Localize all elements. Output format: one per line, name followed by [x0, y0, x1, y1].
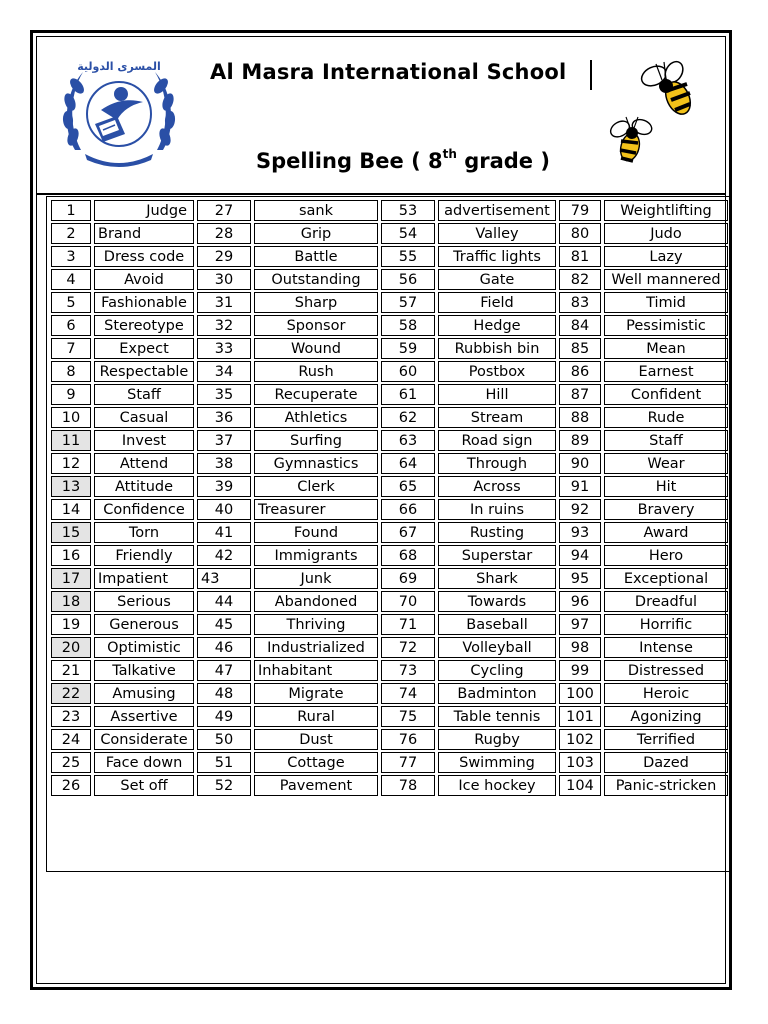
word-number: 46: [197, 637, 251, 658]
spelling-word: Migrate: [254, 683, 378, 704]
table-row: [51, 246, 728, 267]
word-number: 12: [51, 453, 91, 474]
word-number: 96: [559, 591, 601, 612]
spelling-word: Dust: [254, 729, 378, 750]
spelling-word: Rugby: [438, 729, 556, 750]
word-number: 74: [381, 683, 435, 704]
spelling-word: Avoid: [94, 269, 194, 290]
word-number: 63: [381, 430, 435, 451]
word-number: 14: [51, 499, 91, 520]
word-number: 21: [51, 660, 91, 681]
word-number: 22: [51, 683, 91, 704]
table-row: [51, 637, 728, 658]
word-number: 24: [51, 729, 91, 750]
word-number: 50: [197, 729, 251, 750]
word-number: 39: [197, 476, 251, 497]
spelling-word: Field: [438, 292, 556, 313]
spelling-word: Found: [254, 522, 378, 543]
title-suffix: grade ): [456, 149, 550, 173]
word-number: 33: [197, 338, 251, 359]
word-number: 66: [381, 499, 435, 520]
table-row: [51, 591, 728, 612]
table-row: [51, 407, 728, 428]
spelling-word: Staff: [94, 384, 194, 405]
word-number: 73: [381, 660, 435, 681]
word-number: 19: [51, 614, 91, 635]
spelling-word: Grip: [254, 223, 378, 244]
spelling-word: Wound: [254, 338, 378, 359]
word-number: 35: [197, 384, 251, 405]
spelling-word: Athletics: [254, 407, 378, 428]
spelling-word: Towards: [438, 591, 556, 612]
word-number: 26: [51, 775, 91, 796]
spelling-word: Talkative: [94, 660, 194, 681]
spelling-word: Lazy: [604, 246, 728, 267]
spelling-word: Horrific: [604, 614, 728, 635]
word-number: 42: [197, 545, 251, 566]
word-number: 84: [559, 315, 601, 336]
spelling-word: Junk: [254, 568, 378, 589]
spelling-word: Attend: [94, 453, 194, 474]
spelling-word: Baseball: [438, 614, 556, 635]
spelling-word: Stereotype: [94, 315, 194, 336]
word-number: 91: [559, 476, 601, 497]
word-number: 55: [381, 246, 435, 267]
spelling-word: Assertive: [94, 706, 194, 727]
spelling-word: Stream: [438, 407, 556, 428]
word-number: 8: [51, 361, 91, 382]
word-number: 92: [559, 499, 601, 520]
word-number: 23: [51, 706, 91, 727]
word-number: 85: [559, 338, 601, 359]
word-number: 69: [381, 568, 435, 589]
word-number: 29: [197, 246, 251, 267]
spelling-word: Respectable: [94, 361, 194, 382]
word-number: 48: [197, 683, 251, 704]
word-number: 70: [381, 591, 435, 612]
word-number: 38: [197, 453, 251, 474]
word-number: 62: [381, 407, 435, 428]
table-row: [51, 453, 728, 474]
spelling-word: Volleyball: [438, 637, 556, 658]
word-number: 60: [381, 361, 435, 382]
spelling-word: Inhabitant: [254, 660, 378, 681]
spelling-word: Well mannered: [604, 269, 728, 290]
word-number: 54: [381, 223, 435, 244]
spelling-word: Rural: [254, 706, 378, 727]
word-number: 44: [197, 591, 251, 612]
spelling-word: Judge: [94, 200, 194, 221]
spelling-word: Surfing: [254, 430, 378, 451]
spelling-word: Treasurer: [254, 499, 378, 520]
word-number: 67: [381, 522, 435, 543]
word-number: 17: [51, 568, 91, 589]
word-number: 104: [559, 775, 601, 796]
table-row: [51, 614, 728, 635]
table-row: [51, 568, 728, 589]
table-row: [51, 683, 728, 704]
spelling-word: Confidence: [94, 499, 194, 520]
word-number: 25: [51, 752, 91, 773]
spelling-word: Bravery: [604, 499, 728, 520]
word-number: 30: [197, 269, 251, 290]
spelling-word: Panic-stricken: [604, 775, 728, 796]
word-number: 101: [559, 706, 601, 727]
word-number: 68: [381, 545, 435, 566]
spelling-word: Amusing: [94, 683, 194, 704]
word-number: 7: [51, 338, 91, 359]
spelling-word: Friendly: [94, 545, 194, 566]
spelling-word: Traffic lights: [438, 246, 556, 267]
word-number: 78: [381, 775, 435, 796]
word-number: 100: [559, 683, 601, 704]
spelling-word: Thriving: [254, 614, 378, 635]
spelling-word: Pessimistic: [604, 315, 728, 336]
word-number: 95: [559, 568, 601, 589]
spelling-word: Recuperate: [254, 384, 378, 405]
spelling-word: Sharp: [254, 292, 378, 313]
word-number: 5: [51, 292, 91, 313]
spelling-word: Dress code: [94, 246, 194, 267]
word-number: 75: [381, 706, 435, 727]
spelling-word: Swimming: [438, 752, 556, 773]
table-row: [51, 499, 728, 520]
word-number: 34: [197, 361, 251, 382]
word-number: 10: [51, 407, 91, 428]
word-number: 11: [51, 430, 91, 451]
spelling-word: Superstar: [438, 545, 556, 566]
table-row: [51, 660, 728, 681]
table-row: [51, 430, 728, 451]
word-number: 37: [197, 430, 251, 451]
spelling-word: Confident: [604, 384, 728, 405]
word-number: 45: [197, 614, 251, 635]
word-number: 82: [559, 269, 601, 290]
spelling-word: Generous: [94, 614, 194, 635]
spelling-word: sank: [254, 200, 378, 221]
word-number: 20: [51, 637, 91, 658]
word-number: 32: [197, 315, 251, 336]
word-number: 80: [559, 223, 601, 244]
logo-text: المسرى الدولية: [77, 60, 161, 73]
spelling-word: Award: [604, 522, 728, 543]
spelling-word: Terrified: [604, 729, 728, 750]
table-row: [51, 775, 728, 796]
text-cursor: [590, 60, 592, 90]
word-number: 41: [197, 522, 251, 543]
title-superscript: th: [442, 147, 457, 161]
word-number: 36: [197, 407, 251, 428]
spelling-word: Rush: [254, 361, 378, 382]
word-number: 98: [559, 637, 601, 658]
word-number: 79: [559, 200, 601, 221]
table-row: [51, 361, 728, 382]
spelling-word: Dreadful: [604, 591, 728, 612]
word-number: 94: [559, 545, 601, 566]
word-number: 4: [51, 269, 91, 290]
spelling-word: Rubbish bin: [438, 338, 556, 359]
school-logo: [55, 50, 183, 172]
word-number: 97: [559, 614, 601, 635]
table-row: [51, 315, 728, 336]
word-number: 16: [51, 545, 91, 566]
word-number: 76: [381, 729, 435, 750]
word-number: 65: [381, 476, 435, 497]
word-number: 99: [559, 660, 601, 681]
bee-icon-small: [608, 115, 656, 167]
word-number: 49: [197, 706, 251, 727]
spelling-word: Heroic: [604, 683, 728, 704]
word-number: 58: [381, 315, 435, 336]
word-number: 40: [197, 499, 251, 520]
spelling-word: Invest: [94, 430, 194, 451]
word-number: 89: [559, 430, 601, 451]
word-number: 1: [51, 200, 91, 221]
spelling-word: Hedge: [438, 315, 556, 336]
spelling-word: Distressed: [604, 660, 728, 681]
word-number: 86: [559, 361, 601, 382]
spelling-word: Attitude: [94, 476, 194, 497]
spelling-word: Mean: [604, 338, 728, 359]
spelling-word: Exceptional: [604, 568, 728, 589]
title-prefix: Spelling Bee ( 8: [256, 149, 443, 173]
spelling-word: Wear: [604, 453, 728, 474]
word-number: 57: [381, 292, 435, 313]
spelling-word: Optimistic: [94, 637, 194, 658]
word-number: 6: [51, 315, 91, 336]
spelling-word-table: [48, 198, 731, 798]
spelling-word: Postbox: [438, 361, 556, 382]
word-number: 103: [559, 752, 601, 773]
word-number: 71: [381, 614, 435, 635]
spelling-word: Immigrants: [254, 545, 378, 566]
spelling-word: Timid: [604, 292, 728, 313]
spelling-word: In ruins: [438, 499, 556, 520]
word-number: 72: [381, 637, 435, 658]
spelling-word: Face down: [94, 752, 194, 773]
spelling-word: Judo: [604, 223, 728, 244]
table-row: [51, 706, 728, 727]
spelling-word: Table tennis: [438, 706, 556, 727]
spelling-word: Set off: [94, 775, 194, 796]
word-number: 52: [197, 775, 251, 796]
spelling-word: Through: [438, 453, 556, 474]
spelling-word: Rude: [604, 407, 728, 428]
word-number: 31: [197, 292, 251, 313]
spelling-word: Expect: [94, 338, 194, 359]
spelling-word: Shark: [438, 568, 556, 589]
spelling-word: Across: [438, 476, 556, 497]
spelling-word: Cycling: [438, 660, 556, 681]
table-row: [51, 476, 728, 497]
spelling-word: Dazed: [604, 752, 728, 773]
spelling-word: Considerate: [94, 729, 194, 750]
word-number: 27: [197, 200, 251, 221]
page-title: [256, 149, 550, 173]
spelling-word: Rusting: [438, 522, 556, 543]
word-number: 90: [559, 453, 601, 474]
word-number: 43: [197, 568, 251, 589]
spelling-word: Torn: [94, 522, 194, 543]
word-number: 9: [51, 384, 91, 405]
word-number: 59: [381, 338, 435, 359]
spelling-word: Abandoned: [254, 591, 378, 612]
spelling-word: Sponsor: [254, 315, 378, 336]
spelling-word: Valley: [438, 223, 556, 244]
word-number: 3: [51, 246, 91, 267]
spelling-word: Hero: [604, 545, 728, 566]
spelling-word: Battle: [254, 246, 378, 267]
spelling-word: Agonizing: [604, 706, 728, 727]
word-number: 81: [559, 246, 601, 267]
spelling-word: Hit: [604, 476, 728, 497]
table-row: [51, 338, 728, 359]
word-number: 47: [197, 660, 251, 681]
word-number: 15: [51, 522, 91, 543]
word-number: 56: [381, 269, 435, 290]
spelling-word: Fashionable: [94, 292, 194, 313]
spelling-word: Earnest: [604, 361, 728, 382]
table-row: [51, 752, 728, 773]
spelling-word: Badminton: [438, 683, 556, 704]
word-number: 64: [381, 453, 435, 474]
spelling-word: Weightlifting: [604, 200, 728, 221]
spelling-word: Casual: [94, 407, 194, 428]
word-number: 77: [381, 752, 435, 773]
spelling-word: Road sign: [438, 430, 556, 451]
word-number: 13: [51, 476, 91, 497]
spelling-word: Intense: [604, 637, 728, 658]
word-number: 87: [559, 384, 601, 405]
spelling-word: Hill: [438, 384, 556, 405]
header-divider: [36, 193, 726, 195]
word-number: 53: [381, 200, 435, 221]
table-row: [51, 729, 728, 750]
word-number: 83: [559, 292, 601, 313]
school-name: Al Masra International School: [210, 60, 567, 84]
spelling-word: Ice hockey: [438, 775, 556, 796]
spelling-word: Pavement: [254, 775, 378, 796]
word-number: 51: [197, 752, 251, 773]
table-row: [51, 223, 728, 244]
word-number: 102: [559, 729, 601, 750]
spelling-word: Industrialized: [254, 637, 378, 658]
bee-icon: [640, 60, 696, 122]
spelling-word: Serious: [94, 591, 194, 612]
spelling-word: Impatient: [94, 568, 194, 589]
spelling-word: Cottage: [254, 752, 378, 773]
table-row: [51, 545, 728, 566]
table-row: [51, 522, 728, 543]
table-row: [51, 200, 728, 221]
spelling-word: Outstanding: [254, 269, 378, 290]
table-row: [51, 269, 728, 290]
word-number: 2: [51, 223, 91, 244]
table-row: [51, 292, 728, 313]
word-number: 93: [559, 522, 601, 543]
word-number: 61: [381, 384, 435, 405]
word-number: 28: [197, 223, 251, 244]
word-number: 88: [559, 407, 601, 428]
spelling-word: Clerk: [254, 476, 378, 497]
spelling-word: Gate: [438, 269, 556, 290]
spelling-word: advertisement: [438, 200, 556, 221]
table-row: [51, 384, 728, 405]
spelling-word: Staff: [604, 430, 728, 451]
spelling-word: Gymnastics: [254, 453, 378, 474]
spelling-word: Brand: [94, 223, 194, 244]
word-number: 18: [51, 591, 91, 612]
